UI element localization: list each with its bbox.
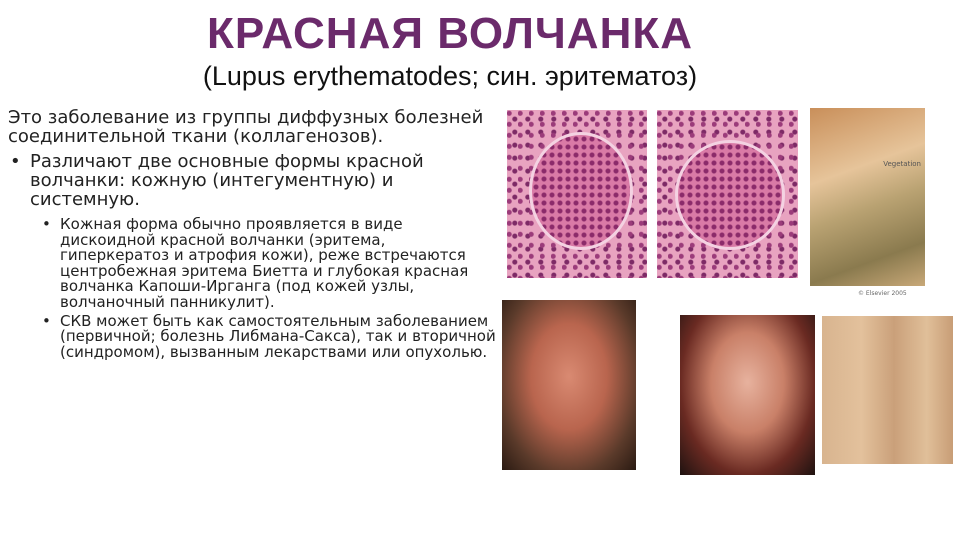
male-patient-photo — [502, 300, 636, 470]
intro-paragraph: Это заболевание из группы диффузных болезней соединительной ткани (коллагенозов). — [8, 107, 484, 147]
histology-image-1 — [507, 110, 647, 278]
copyright-note: © Elsevier 2005 — [858, 290, 907, 297]
female-patient-photo — [680, 315, 815, 475]
heart-valve-image — [810, 108, 925, 286]
bullet-forms: • Различают две основные формы красной волчанки: кожную (интегументную) и системную. — [8, 152, 498, 209]
body-text — [8, 108, 498, 360]
page-title: КРАСНАЯ ВОЛЧАНКА — [207, 9, 693, 58]
back-skin-photo — [822, 316, 953, 464]
sub-bullet-sle: • СКВ может быть как самостоятельным заболеванием (первичной; болезнь Либмана-Сакса), так и вторичной (синдромом), вызванным лекарствами или опухолью. — [8, 314, 498, 361]
sub-bullet-cutaneous: • Кожная форма обычно проявляется в виде дискоидной красной волчанки (эритема, гиперкератоз и атрофия кожи), реже встречаются центробежная эритема Биетта и глубокая красная волчанка Капоши-Ирганга (под кожей узлы, волчаночный панникулит). — [8, 217, 498, 311]
heart-label: Vegetation — [883, 160, 921, 168]
histology-image-2 — [657, 110, 798, 278]
page-subtitle: (Lupus erythematodes; син. эритематоз) — [202, 61, 698, 91]
